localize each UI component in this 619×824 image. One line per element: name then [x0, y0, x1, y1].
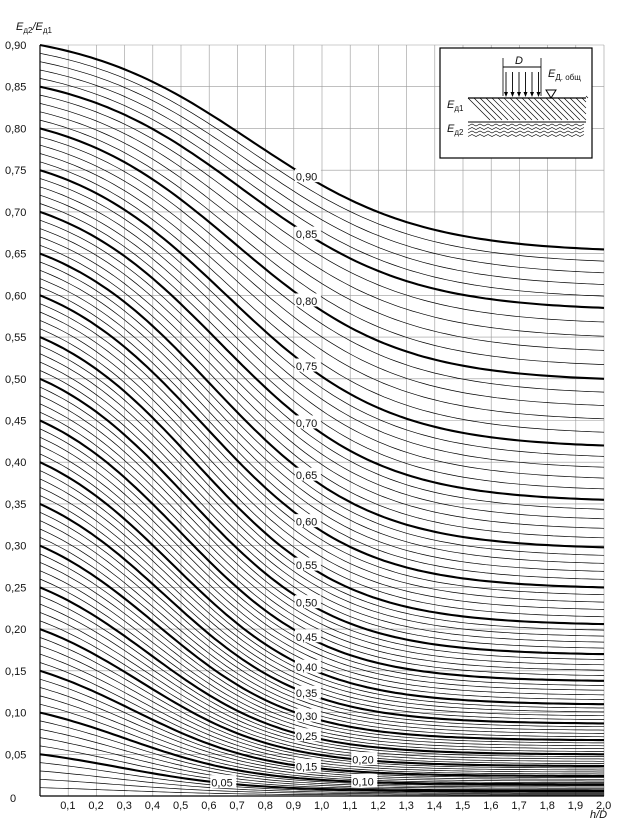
curve-label: 0,75	[295, 361, 318, 374]
x-tick-label: 1,2	[370, 800, 386, 812]
y-tick-label: 0,25	[5, 582, 27, 595]
x-axis-title: h/D	[590, 809, 608, 821]
x-tick-label: 0,2	[88, 800, 104, 812]
inset-e2-label: $E_{д2}$	[447, 123, 464, 137]
x-tick-label: 0,8	[257, 800, 273, 812]
y-tick-label: 0,10	[5, 707, 27, 720]
y-tick-label: 0,05	[5, 749, 27, 762]
x-tick-label: 1,5	[455, 800, 471, 812]
x-tick-label: 0,5	[173, 800, 189, 812]
x-tick-label: 0,4	[144, 800, 161, 812]
y-tick-label: 0,85	[5, 81, 27, 94]
curve-label: 0,90	[295, 171, 318, 184]
inset-diagram	[440, 48, 592, 158]
inset-e1-label: $E_{д1}$	[447, 99, 464, 113]
curve-label: 0,80	[295, 295, 318, 308]
curve-label: 0,55	[295, 560, 318, 573]
curve-label: 0,10	[352, 776, 374, 789]
inset-d-label: D	[515, 55, 523, 67]
y-tick-label: 0,30	[5, 540, 27, 553]
y-tick-label: 0,15	[5, 665, 27, 678]
y-tick-label: 0,45	[5, 415, 27, 428]
y-tick-label: 0,20	[5, 624, 27, 637]
curve-label: 0,25	[295, 730, 318, 743]
curve-label: 0,35	[295, 688, 318, 701]
x-tick-label: 1,1	[342, 800, 358, 812]
curve-label: 0,65	[295, 470, 318, 483]
x-tick-label: 1,4	[426, 800, 443, 812]
x-tick-label: 0,7	[229, 800, 245, 812]
x-tick-label: 1,0	[314, 800, 330, 812]
y-tick-label: 0,65	[5, 248, 27, 261]
y-tick-label: 0,60	[5, 290, 27, 303]
y-tick-label: 0,75	[5, 165, 27, 178]
curve-label: 0,70	[295, 417, 318, 430]
x-tick-label: 0,1	[60, 800, 76, 812]
curve-label: 0,40	[295, 662, 318, 675]
y-tick-label: 0,55	[5, 332, 27, 345]
curve-label: 0,05	[211, 777, 233, 790]
y-tick-label: 0,70	[5, 206, 27, 219]
x-tick-label: 0,9	[285, 800, 302, 812]
x-tick-label: 0,3	[116, 800, 132, 812]
x-tick-label: 1,6	[483, 800, 499, 812]
curve-label: 0,85	[295, 229, 318, 242]
curve-label: 0,20	[352, 754, 374, 767]
y-tick-label: 0,40	[5, 457, 27, 470]
x-tick-label: 2,0	[596, 800, 612, 812]
curve-label: 0,45	[295, 631, 318, 644]
y-axis-title: $E_{д2}/E_{д1}$	[16, 21, 52, 35]
inset-e-total-label: $E_{Д. общ}$	[548, 68, 581, 82]
curve-label: 0,60	[295, 516, 318, 529]
origin-label: 0	[10, 793, 17, 805]
x-tick-label: 1,3	[398, 800, 414, 812]
y-tick-label: 0,90	[5, 40, 27, 52]
x-tick-label: 0,6	[201, 800, 217, 812]
curve-label: 0,50	[295, 597, 318, 610]
x-tick-label: 1,8	[539, 800, 555, 812]
y-tick-label: 0,50	[5, 373, 27, 386]
x-tick-label: 1,9	[567, 800, 584, 812]
x-tick-label: 1,7	[511, 800, 527, 812]
y-tick-label: 0,35	[5, 498, 27, 511]
y-tick-label: 0,80	[5, 123, 27, 136]
curve-label: 0,15	[295, 761, 318, 774]
curve-label: 0,30	[295, 711, 318, 724]
